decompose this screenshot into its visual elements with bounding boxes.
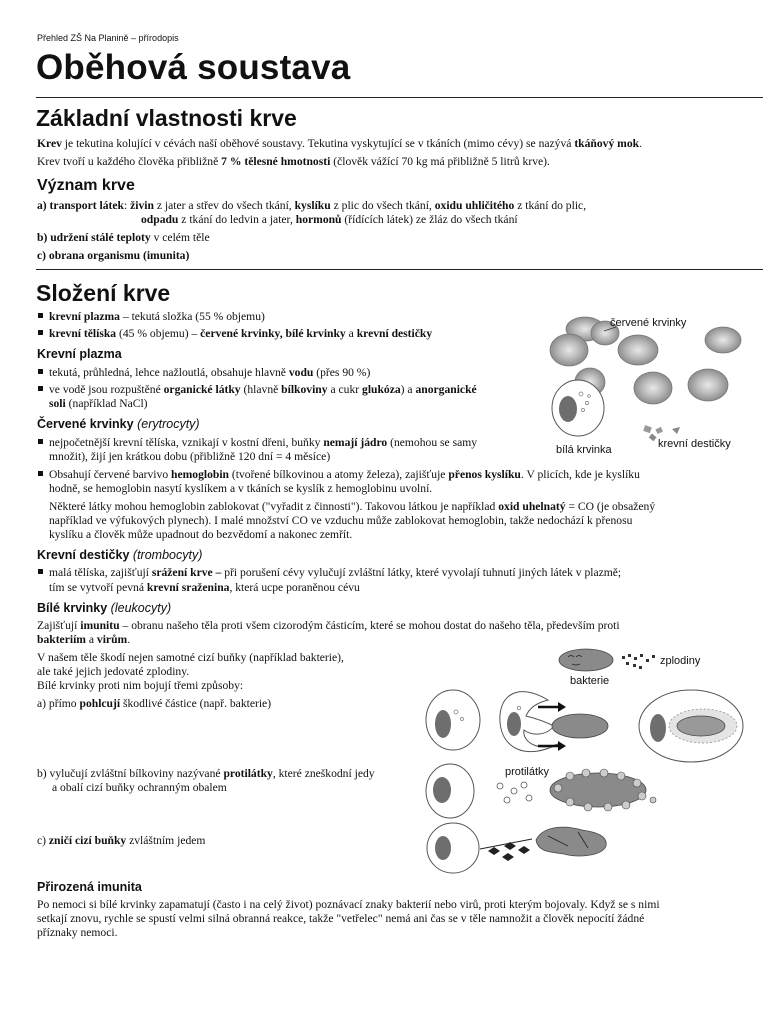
rbc-item-1-cont: množit), žijí jen krátkou dobu (přibližně 120 dní = 4 měsíce) bbox=[49, 450, 331, 463]
red-blood-cell-icon bbox=[550, 334, 588, 366]
section-heading-composition: Složení krve bbox=[36, 280, 171, 306]
rbc-item-1: nejpočetnější krevní tělíska, vznikají v kostní dřeni, buňky nemají jádro (nemohou se samy bbox=[38, 436, 477, 450]
label-toxins: zplodiny bbox=[660, 655, 701, 667]
platelets-item-cont: tím se vytvoří pevná krevní sraženina, která ucpe poraněnou cévu bbox=[49, 581, 360, 594]
rbc-co-paragraph-2: například ve výfukových plynech). I malé množství CO ve vzduchu může zablokovat hemoglobin, takže nedochází k přenosu bbox=[49, 514, 633, 527]
wbc-paragraph-2-line3: Bílé krvinky proti nim bojují třemi způsoby: bbox=[37, 679, 244, 692]
red-blood-cell-icon bbox=[688, 369, 728, 401]
function-item-transport: a) transport látek: živin z jater a střev do všech tkání, kyslíku z plic do všech tkání, oxidu uhličitého z tkání do plic, bbox=[37, 199, 587, 212]
function-item-immunity: c) obrana organismu (imunita) bbox=[37, 249, 190, 262]
page-title: Oběhová soustava bbox=[36, 48, 351, 87]
function-item-transport-cont: odpadu z tkání do ledvin a jater, hormonů (řídících látek) ze žláz do všech tkání bbox=[141, 213, 518, 226]
immunity-line-2: setkají znovu, rychle se spustí velmi silná obranná reakce, takže "vetřelec" nemá ani čas se v těle namnožit a člověk nepocítí žádné bbox=[37, 912, 645, 925]
subheading-blood-function: Význam krve bbox=[37, 177, 135, 194]
wbc-method-c: c) zničí cizí buňky zvláštním jedem bbox=[37, 834, 206, 847]
label-platelets: krevní destičky bbox=[658, 438, 731, 450]
paragraph-blood-volume: Krev tvoří u každého člověka přibližně 7 % tělesné hmotnosti (člověk vážící 70 kg má přibližně 5 litrů krve). bbox=[37, 155, 550, 168]
antibody-cell-icon bbox=[426, 764, 474, 818]
section-heading-basic-properties: Základní vlastnosti krve bbox=[36, 105, 297, 131]
bullet-icon bbox=[38, 369, 43, 374]
wbc-paragraph-1-cont: bakteriím a virům. bbox=[37, 633, 131, 646]
function-item-temperature: b) udržení stálé teploty v celém těle bbox=[37, 231, 210, 244]
destroyed-bacteria-icon bbox=[536, 827, 606, 856]
paragraph-blood-definition: Krev je tekutina kolující v cévách naší oběhové soustavy. Tekutina vyskytující se v tkáních (mimo cévy) se nazývá tkáňový mok. bbox=[37, 137, 642, 150]
list-item-plasma: krevní plazma – tekutá složka (55 % objemu) bbox=[38, 310, 265, 324]
title-divider bbox=[36, 97, 763, 98]
subheading-wbc: Bílé krvinky (leukocyty) bbox=[37, 601, 172, 615]
toxins-icon bbox=[622, 654, 655, 669]
subheading-natural-immunity: Přirozená imunita bbox=[37, 880, 142, 894]
red-blood-cell-icon bbox=[634, 372, 672, 404]
page-header: Přehled ZŠ Na Planině – přírodopis bbox=[37, 33, 179, 43]
poison-icon bbox=[480, 839, 532, 861]
bullet-icon bbox=[38, 386, 43, 391]
wbc-method-b: b) vylučují zvláštní bílkoviny nazývané protilátky, které zneškodní jedy bbox=[37, 767, 375, 780]
rbc-item-2: Obsahují červené barvivo hemoglobin (tvořené bílkovinou a atomy železa), zajišťuje přenos kyslíku. V plicích, kde je kyslíku bbox=[38, 468, 640, 482]
wbc-method-b-cont: a obalí cizí buňky ochranným obalem bbox=[52, 781, 227, 794]
phagocytosis-stage-3-icon bbox=[639, 690, 743, 762]
platelets-item: malá tělíska, zajišťují srážení krve – při porušení cévy vylučují zvláštní látky, které vyvolají tuhnutí jiných látek v plazmě; bbox=[38, 566, 621, 580]
rbc-co-paragraph-3: kyslíku a člověk může upadnout do bezvědomí a nakonec zemřít. bbox=[49, 528, 353, 541]
subheading-platelets: Krevní destičky (trombocyty) bbox=[37, 548, 203, 562]
label-antibodies: protilátky bbox=[505, 766, 550, 778]
list-item-cells: krevní tělíska (45 % objemu) – červené krvinky, bílé krvinky a krevní destičky bbox=[38, 327, 432, 341]
antibodies-icon bbox=[497, 782, 532, 803]
bullet-icon bbox=[38, 330, 43, 335]
bullet-icon bbox=[38, 439, 43, 444]
label-red-blood-cells: červené krvinky bbox=[610, 317, 687, 329]
phagocytosis-stage-2-icon bbox=[500, 692, 608, 752]
red-blood-cell-icon bbox=[618, 335, 658, 365]
subheading-rbc: Červené krvinky (erytrocyty) bbox=[37, 417, 200, 431]
subheading-plasma: Krevní plazma bbox=[37, 347, 122, 361]
white-blood-cell-icon bbox=[552, 380, 604, 436]
wbc-paragraph-2-line2: ale také jejich jedovaté zplodiny. bbox=[37, 665, 190, 678]
blood-cells-figure bbox=[540, 305, 750, 455]
section-divider bbox=[36, 269, 763, 270]
label-white-blood-cell: bílá krvinka bbox=[556, 444, 612, 455]
plasma-item-2: ve vodě jsou rozpuštěné organické látky (hlavně bílkoviny a cukr glukóza) a anorganické bbox=[38, 383, 477, 397]
killer-cell-icon bbox=[427, 823, 479, 873]
bullet-icon bbox=[38, 569, 43, 574]
bullet-icon bbox=[38, 313, 43, 318]
immunity-line-1: Po nemoci si bílé krvinky zapamatují (často i na celý život) poznávací znaky bakterií nebo virů, proti kterým bojovaly. Když se s nimi bbox=[37, 898, 660, 911]
wbc-paragraph-1: Zajišťují imunitu – obranu našeho těla proti všem cizorodým částicím, které se mohou dostat do našeho těla, především proti bbox=[37, 619, 620, 632]
bacterium-icon bbox=[559, 649, 613, 671]
immunity-line-3: příznaky nemoci. bbox=[37, 926, 118, 939]
phagocytosis-stage-1-icon bbox=[426, 690, 480, 750]
plasma-item-2-cont: soli (například NaCl) bbox=[49, 397, 148, 410]
bullet-icon bbox=[38, 471, 43, 476]
label-bacteria: bakterie bbox=[570, 675, 610, 687]
plasma-item-1: tekutá, průhledná, lehce nažloutlá, obsahuje hlavně vodu (přes 90 %) bbox=[38, 366, 370, 380]
wbc-method-a: a) přímo pohlcují škodlivé částice (např. bakterie) bbox=[37, 697, 272, 710]
red-blood-cell-icon bbox=[705, 327, 741, 353]
coated-bacteria-icon bbox=[550, 769, 656, 811]
rbc-co-paragraph: Některé látky mohou hemoglobin zablokovat ("vyřadit z činnosti"). Takovou látkou je například oxid uhelnatý = CO (je obsažený bbox=[49, 500, 656, 513]
rbc-item-2-cont: hodně, se hemoglobin nasytí kyslíkem a v tkáních se kyslík z hemoglobinu uvolní. bbox=[49, 482, 433, 495]
wbc-paragraph-2-line1: V našem těle škodí nejen samotné cizí buňky (například bakterie), bbox=[37, 651, 344, 664]
immunity-mechanisms-figure bbox=[418, 640, 758, 875]
